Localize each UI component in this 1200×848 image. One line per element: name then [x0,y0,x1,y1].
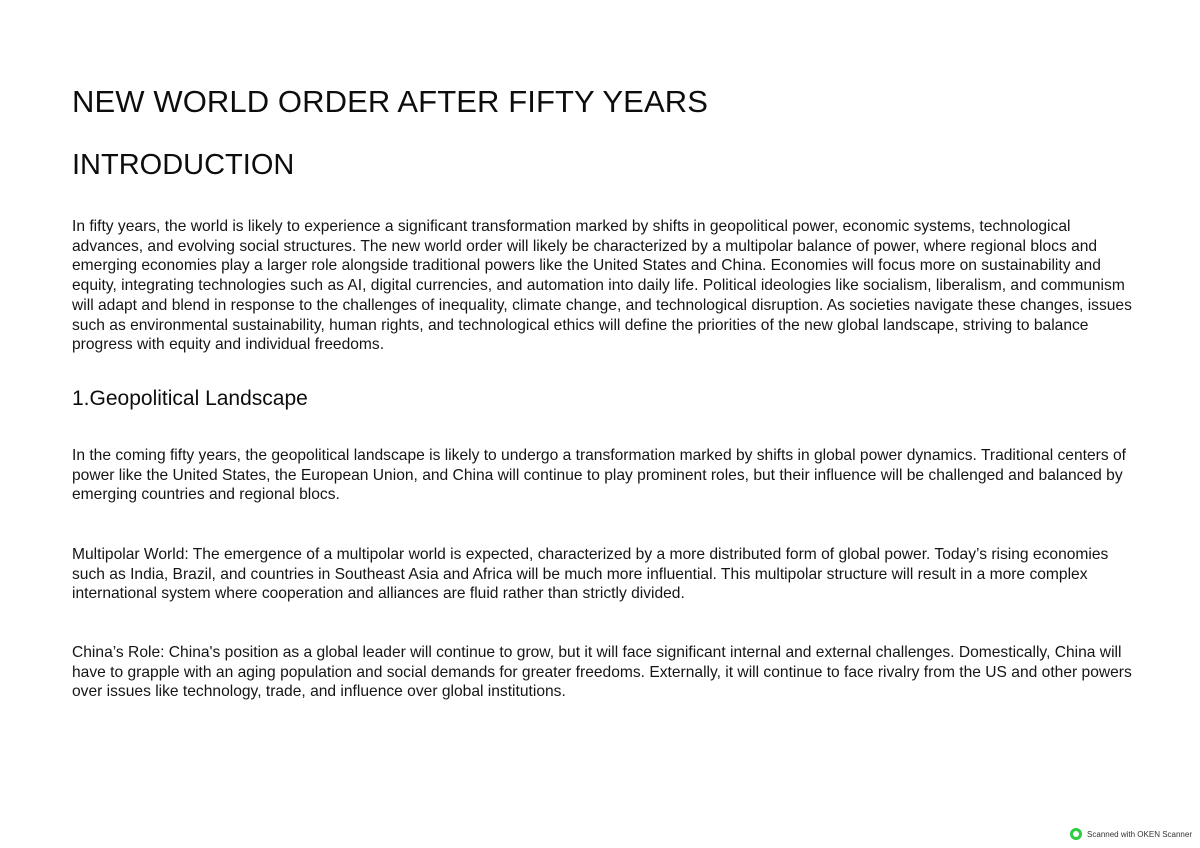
oken-scanner-logo-icon [1070,828,1082,840]
scanner-watermark-text: Scanned with OKEN Scanner [1087,829,1192,839]
document-title: NEW WORLD ORDER AFTER FIFTY YEARS [72,84,708,119]
geopolitical-paragraph: In the coming fifty years, the geopolitical landscape is likely to undergo a transformation marked by shifts in global power dynamics. Traditional centers of power like the United States, the European Union, and China will continue to play prominent roles, but their influence will be challenged and balanced by emerging countries and regional blocs. [72,447,1126,504]
intro-paragraph: In fifty years, the world is likely to experience a significant transformation marked by shifts in geopolitical power, economic systems, technological advances, and evolving social structures. The new world order will likely be characterized by a multipolar balance of power, where regional blocs and emerging economies play a larger role alongside traditional powers like the United States and China. Economies will focus more on sustainability and equity, integrating technologies such as AI, digital currencies, and automation into daily life. Political ideologies like socialism, liberalism, and communism will adapt and blend in response to the challenges of inequality, climate change, and technological disruption. As societies navigate these changes, issues such as environmental sustainability, human rights, and technological ethics will define the priorities of the new global landscape, striving to balance progress with equity and individual freedoms. [72,218,1132,354]
subheading-geopolitical-landscape: 1.Geopolitical Landscape [72,387,308,410]
scanner-watermark [1070,828,1192,840]
china-role-paragraph: China’s Role: China's position as a global leader will continue to grow, but it will face significant internal and external challenges. Domestically, China will have to grapple with an aging population and social demands for greater freedoms. Externally, it will continue to face rivalry from the US and other powers over issues like technology, trade, and influence over global institutions. [72,644,1132,701]
section-heading-introduction: INTRODUCTION [72,149,295,181]
multipolar-world-paragraph: Multipolar World: The emergence of a multipolar world is expected, characterized by a more distributed form of global power. Today’s rising economies such as India, Brazil, and countries in Southeast Asia and Africa will be much more influential. This multipolar structure will result in a more complex international system where cooperation and alliances are fluid rather than strictly divided. [72,546,1109,603]
